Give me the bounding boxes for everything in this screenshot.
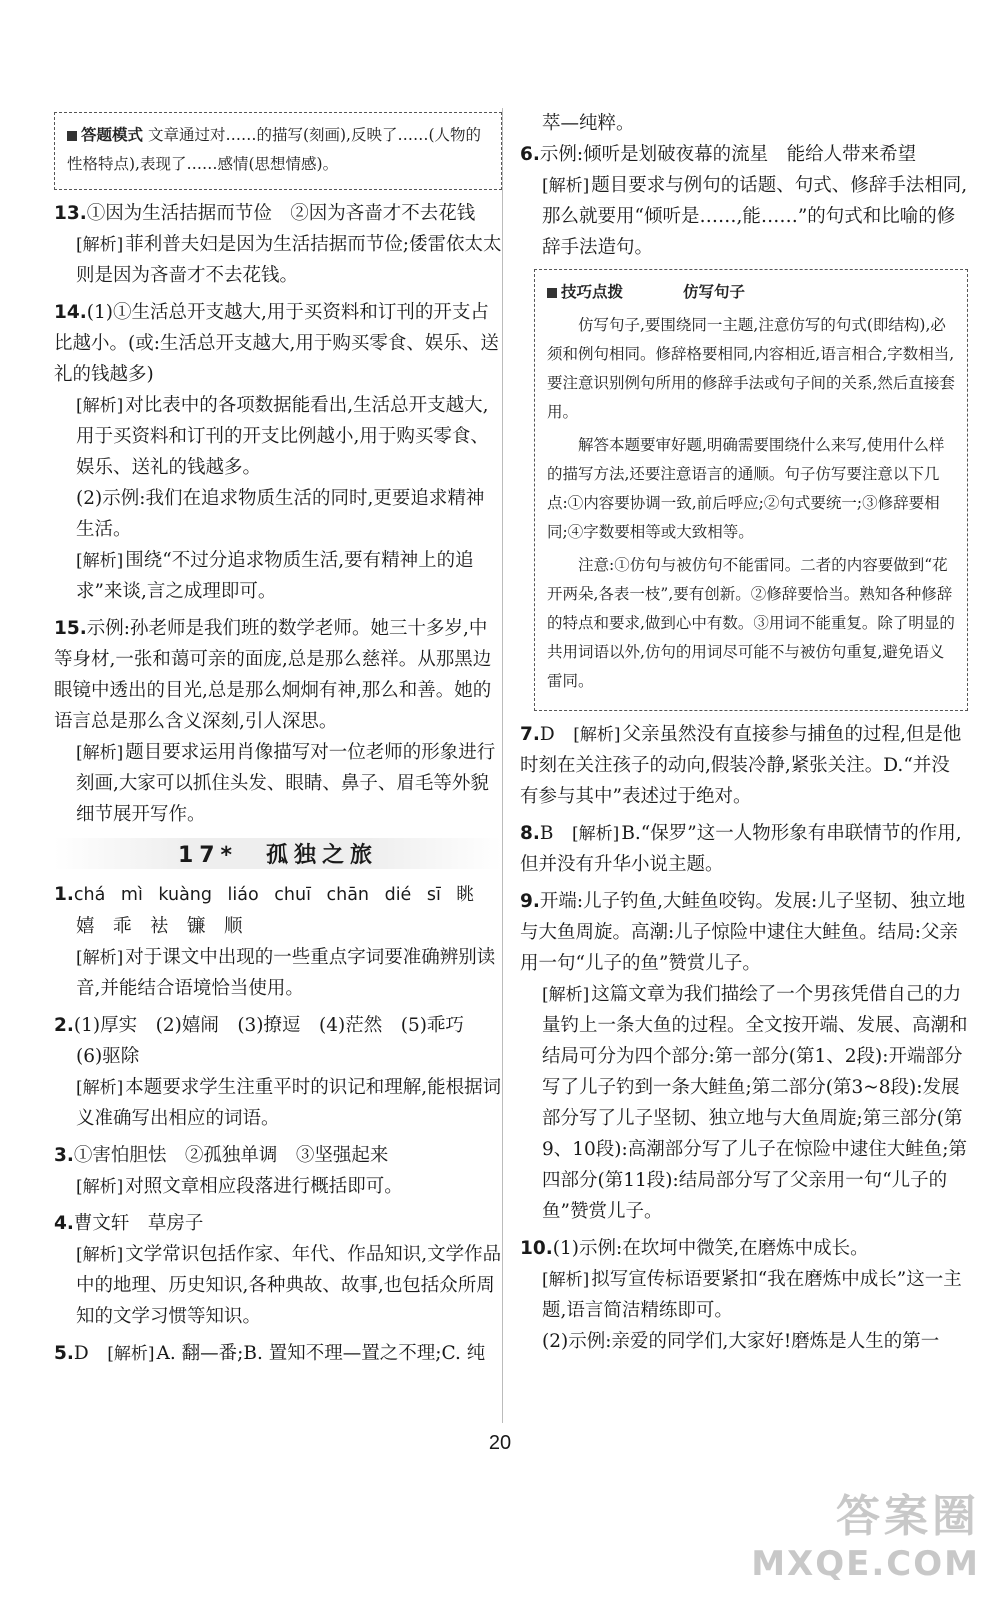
box-subtitle: 仿写句子 bbox=[683, 283, 746, 301]
column-divider bbox=[502, 108, 503, 1423]
analysis-tag: [ 解析 ] bbox=[573, 724, 620, 746]
analysis-tag: [ 解析 ] bbox=[542, 984, 589, 1006]
section-title: 17* 孤独之旅 bbox=[54, 838, 502, 869]
analysis-text: 本题要求学生注重平时的识记和理解,能根据词义准确写出相应的词语。 bbox=[76, 1077, 502, 1129]
answer-text-2: (2)示例:亲爱的同学们,大家好!磨炼是人生的第一 bbox=[542, 1331, 940, 1352]
left-column bbox=[54, 108, 502, 1375]
question-6 bbox=[520, 139, 968, 263]
answer-pattern-box bbox=[54, 112, 502, 190]
analysis-text: 对于课文中出现的一些重点字词要准确辨别读音,并能结合语境恰当使用。 bbox=[76, 947, 496, 999]
answer-text: 示例:倾听是划破夜幕的流星 能给人带来希望 bbox=[539, 144, 917, 165]
watermark-line-2: MXQE.COM bbox=[751, 1544, 980, 1584]
section-question-2 bbox=[54, 1010, 502, 1134]
question-number: 5. bbox=[54, 1343, 74, 1364]
question-number: 1. bbox=[54, 884, 74, 905]
section-question-1 bbox=[54, 879, 502, 1004]
question-number: 13. bbox=[54, 203, 87, 224]
question-13 bbox=[54, 198, 502, 291]
question-14 bbox=[54, 297, 502, 607]
analysis-text: 对照文章相应段落进行概括即可。 bbox=[125, 1176, 403, 1197]
question-9 bbox=[520, 886, 968, 1227]
answer-text: (2)示例:我们在追求物质生活的同时,更要追求精神生活。 bbox=[76, 488, 485, 540]
analysis-tag: [ 解析 ] bbox=[76, 1176, 123, 1198]
analysis-text: 父亲虽然没有直接参与捕鱼的过程,但是他时刻在关注孩子的动向,假装冷静,紧张关注。D.“并没有参与其中”表述过于绝对。 bbox=[520, 724, 962, 807]
question-number: 7. bbox=[520, 724, 540, 745]
analysis-text: B.“保罗”这一人物形象有串联情节的作用,但并没有升华小说主题。 bbox=[520, 823, 962, 875]
analysis-text: 题目要求运用肖像描写对一位老师的形象进行刻画,大家可以抓住头发、眼睛、鼻子、眉毛等外貌细节展开写作。 bbox=[76, 742, 496, 825]
right-column bbox=[520, 108, 968, 1363]
skill-tip-box bbox=[534, 269, 968, 711]
answer-text-cont: (6)驱除 bbox=[76, 1046, 140, 1067]
analysis-tag: [ 解析 ] bbox=[107, 1343, 154, 1365]
analysis-tag: [ 解析 ] bbox=[76, 742, 123, 764]
answer-text: (1)示例:在坎坷中微笑,在磨炼中成长。 bbox=[552, 1238, 869, 1259]
question-10 bbox=[520, 1233, 968, 1357]
section-question-4 bbox=[54, 1208, 502, 1332]
analysis-tag: [ 解析 ] bbox=[76, 395, 123, 417]
question-number: 3. bbox=[54, 1145, 74, 1166]
box-title: 技巧点拨 bbox=[561, 283, 624, 301]
answer-text: ①因为生活拮据而节俭 ②因为吝啬才不去花钱 bbox=[86, 203, 476, 224]
analysis-tag: [ 解析 ] bbox=[542, 1269, 589, 1291]
analysis-text: 文学常识包括作家、年代、作品知识,文学作品中的地理、历史知识,各种典故、故事,也包括众所周知的文学习惯等知识。 bbox=[76, 1244, 502, 1327]
question-number: 8. bbox=[520, 823, 540, 844]
box-paragraph-3: 注意:①仿句与被仿句不能雷同。二者的内容要做到“花开两朵,各表一枝”,要有创新。②修辞要恰当。熟知各种修辞的特点和要求,做到心中有数。③用词不能重复。除了明显的共用词语以外,仿句的用词尽可能不与被仿句重复,避免语义雷同。 bbox=[547, 556, 955, 690]
question-number: 10. bbox=[520, 1238, 553, 1259]
analysis-text: 拟写宣传标语要紧扣“我在磨炼中成长”这一主题,语言简洁精练即可。 bbox=[542, 1269, 962, 1321]
question-8 bbox=[520, 818, 968, 880]
answer-text: D bbox=[539, 724, 555, 745]
answer-text: D bbox=[73, 1343, 89, 1364]
answer-text: 曹文轩 草房子 bbox=[73, 1213, 204, 1234]
analysis-text: 围绕“不过分追求物质生活,要有精神上的追求”来谈,言之成理即可。 bbox=[76, 550, 474, 602]
analysis-tag: [ 解析 ] bbox=[76, 234, 123, 256]
analysis-tag: [ 解析 ] bbox=[76, 550, 123, 572]
answer-text: ①害怕胆怯 ②孤独单调 ③坚强起来 bbox=[73, 1145, 389, 1166]
question-number: 9. bbox=[520, 891, 540, 912]
pinyin-text: chá mì kuàng liáo chuī chān dié sī 眺 bbox=[73, 885, 474, 905]
analysis-text: 对比表中的各项数据能看出,生活总开支越大,用于买资料和订刊的开支比例越小,用于购买零食、娱乐、送礼的钱越多。 bbox=[76, 395, 489, 478]
analysis-tag: [ 解析 ] bbox=[76, 1077, 123, 1099]
box-paragraph-2: 解答本题要审好题,明确需要围绕什么来写,使用什么样的描写方法,还要注意语言的通顺。句子仿写要注意以下几点:①内容要协调一致,前后呼应;②句式要统一;③修辞要相同;④字数要相等或大致相等。 bbox=[547, 436, 945, 541]
question-number: 2. bbox=[54, 1015, 74, 1036]
analysis-tag: [ 解析 ] bbox=[572, 823, 619, 845]
watermark-logo bbox=[751, 1480, 980, 1584]
analysis-tag: [ 解析 ] bbox=[76, 1244, 123, 1266]
question-number: 4. bbox=[54, 1213, 74, 1234]
continued-text: 萃—纯粹。 bbox=[542, 113, 635, 134]
answer-text: (1)厚实 (2)嬉闹 (3)撩逗 (4)茫然 (5)乖巧 bbox=[73, 1015, 464, 1036]
box-text: 文章通过对……的描写(刻画),反映了……(人物的性格特点),表现了……感情(思想情感)。 bbox=[67, 126, 482, 173]
question-15 bbox=[54, 613, 502, 830]
answer-text: B bbox=[539, 823, 554, 844]
section-question-5 bbox=[54, 1338, 502, 1369]
section-question-3 bbox=[54, 1140, 502, 1202]
box-title: 答题模式 bbox=[81, 126, 144, 144]
question-number: 14. bbox=[54, 302, 87, 323]
answer-text: 开端:儿子钓鱼,大鲑鱼咬钩。发展:儿子坚韧、独立地与大鱼周旋。高潮:儿子惊险中逮住大鲑鱼。结局:父亲用一句“儿子的鱼”赞赏儿子。 bbox=[520, 891, 966, 974]
chars-text: 嬉 乖 袪 镰 顺 bbox=[76, 916, 243, 937]
answer-text: 示例:孙老师是我们班的数学老师。她三十多岁,中等身材,一张和蔼可亲的面庞,总是那么慈祥。从那黑边眼镜中透出的目光,总是那么炯炯有神,那么和善。她的语言总是那么含义深刻,引人深思。 bbox=[54, 618, 492, 732]
question-7 bbox=[520, 719, 968, 812]
box-paragraph-1: 仿写句子,要围绕同一主题,注意仿写的句式(即结构),必须和例句相同。修辞格要相同,内容相近,语言相合,字数相当,要注意识别例句所用的修辞手法或句子间的关系,然后直接套用。 bbox=[547, 316, 955, 421]
question-number: 6. bbox=[520, 144, 540, 165]
box-marker-icon bbox=[67, 131, 77, 141]
analysis-tag: [ 解析 ] bbox=[76, 947, 123, 969]
analysis-text: 菲利普夫妇是因为生活拮据而节俭;倭雷依太太则是因为吝啬才不去花钱。 bbox=[76, 234, 502, 286]
analysis-text: 这篇文章为我们描绘了一个男孩凭借自己的力量钓上一条大鱼的过程。全文按开端、发展、高潮和结局可分为四个部分:第一部分(第1、2段):开端部分写了儿子钓到一条大鲑鱼;第二部分(第3~8段):发展部分写了儿子坚韧、独立地与大鱼周旋;第三部分(第9、10段):高潮部分写了儿子在惊险中逮住大鲑鱼;第四部分(第11段):结局部分写了父亲用一句“儿子的鱼”赞赏儿子。 bbox=[542, 984, 968, 1222]
analysis-text: 题目要求与例句的话题、句式、修辞手法相同,那么就要用“倾听是……,能……”的句式和比喻的修辞手法造句。 bbox=[542, 175, 968, 258]
box-marker-icon bbox=[547, 288, 557, 298]
answer-text: (1)①生活总开支越大,用于买资料和订刊的开支占比越小。(或:生活总开支越大,用于购买零食、娱乐、送礼的钱越多) bbox=[54, 302, 499, 385]
question-number: 15. bbox=[54, 618, 87, 639]
page-number: 20 bbox=[488, 1432, 512, 1454]
watermark-line-1: 答案圈 bbox=[836, 1491, 980, 1542]
analysis-text: A. 翻—番;B. 置知不理—置之不理;C. 纯 bbox=[156, 1343, 486, 1364]
analysis-tag: [ 解析 ] bbox=[542, 175, 589, 197]
